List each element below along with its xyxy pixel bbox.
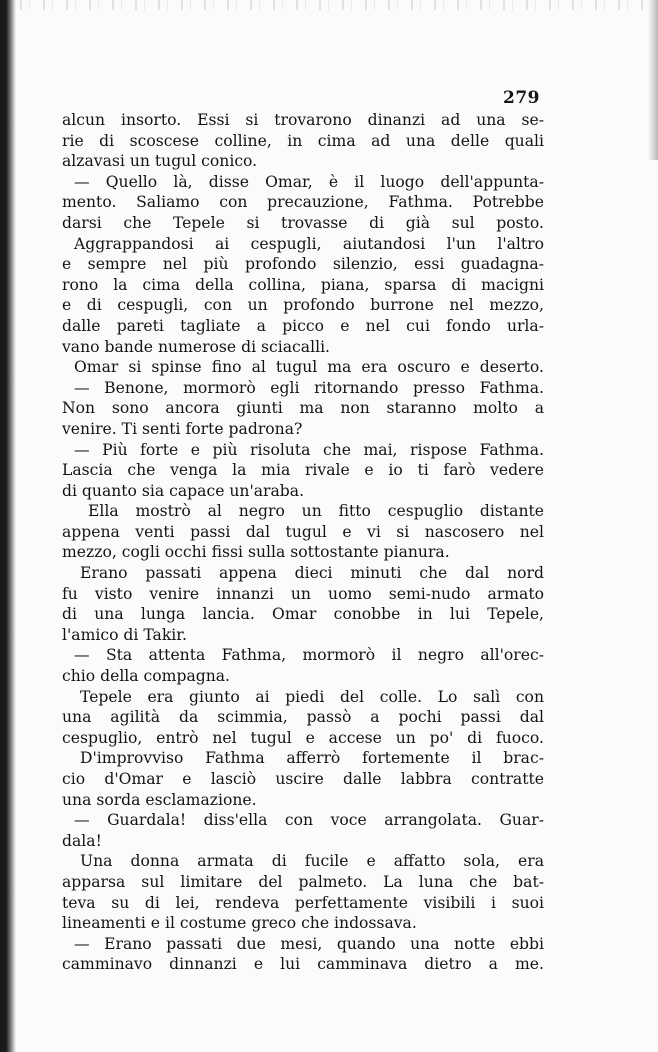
scan-top-noise [20, 0, 650, 10]
page-number: 279 [503, 88, 540, 108]
text-line: camminavo dinnanzi e lui camminava dietro a me. [62, 955, 544, 974]
text-line: D'improvviso Fathma afferrò fortemente il brac- [80, 749, 544, 768]
body-text [62, 110, 544, 975]
text-line: — Erano passati due mesi, quando una notte ebbi [74, 934, 544, 953]
text-line: rie di scoscese colline, in cima ad una delle quali [62, 131, 544, 150]
text-line: — Più forte e più risoluta che mai, rispose Fathma. [74, 440, 544, 459]
text-line: di una lunga lancia. Omar conobbe in lui Tepele, [62, 605, 544, 624]
text-line: apparsa sul limitare del palmeto. La luna che bat- [62, 872, 544, 891]
text-line: Tepele era giunto ai piedi del colle. Lo salì con [80, 687, 544, 706]
text-line: fu visto venire innanzi un uomo semi-nudo armato [62, 584, 544, 603]
text-line: una sorda esclamazione. [62, 790, 257, 809]
text-line: Ella mostrò al negro un fitto cespuglio distante [88, 502, 544, 521]
scan-left-edge [0, 0, 16, 1052]
text-line: mezzo, cogli occhi fissi sulla sottostante pianura. [62, 543, 450, 562]
text-line: Non sono ancora giunti ma non staranno molto a [62, 399, 544, 418]
text-line: Aggrappandosi ai cespugli, aiutandosi l'un l'altro [74, 234, 544, 253]
text-line: teva su di lei, rendeva perfettamente visibili i suoi [62, 893, 544, 912]
text-line: l'amico di Takir. [62, 625, 187, 644]
text-line: di quanto sia capace un'araba. [62, 481, 305, 500]
text-line: dala! [62, 831, 102, 850]
text-line: e sempre nel più profondo silenzio, essi guadagna- [62, 255, 544, 274]
text-line: chio della compagna. [62, 667, 231, 686]
text-line: cespuglio, entrò nel tugul e accese un po' di fuoco. [62, 728, 544, 747]
text-line: venire. Ti senti forte padrona? [62, 419, 303, 438]
text-line: — Benone, mormorò egli ritornando presso Fathma. [74, 378, 544, 397]
text-line: alzavasi un tugul conico. [62, 152, 258, 171]
text-line: — Guardala! diss'ella con voce arrangolata. Guar- [74, 811, 544, 830]
text-line: mento. Saliamo con precauzione, Fathma. Potrebbe [62, 193, 544, 212]
text-line: dalle pareti tagliate a picco e nel cui fondo urla- [62, 316, 544, 335]
text-line: Erano passati appena dieci minuti che dal nord [80, 564, 544, 583]
text-line: appena venti passi dal tugul e vi si nascosero nel [62, 522, 544, 541]
text-line: Una donna armata di fucile e affatto sola, era [80, 852, 544, 871]
text-line: Omar si spinse fino al tugul ma era oscuro e deserto. [74, 358, 544, 377]
text-line: Lascia che venga la mia rivale e io ti farò vedere [62, 461, 544, 480]
text-line: — Quello là, disse Omar, è il luogo dell'appunta- [74, 172, 544, 191]
text-line: e di cespugli, con un profondo burrone nel mezzo, [62, 296, 544, 315]
text-line: lineamenti e il costume greco che indossava. [62, 914, 417, 933]
text-line: una agilità da scimmia, passò a pochi passi dal [62, 708, 544, 727]
text-line: vano bande numerose di sciacalli. [62, 337, 331, 356]
text-line: alcun insorto. Essi si trovarono dinanzi ad una se- [62, 111, 544, 129]
text-line: darsi che Tepele si trovasse di già sul posto. [62, 213, 544, 232]
scan-right-edge [648, 0, 658, 160]
text-line: cio d'Omar e lasciò uscire dalle labbra contratte [62, 770, 544, 788]
text-line: rono la cima della collina, piana, sparsa di macigni [62, 275, 544, 294]
text-line: — Sta attenta Fathma, mormorò il negro all'orec- [74, 646, 544, 665]
